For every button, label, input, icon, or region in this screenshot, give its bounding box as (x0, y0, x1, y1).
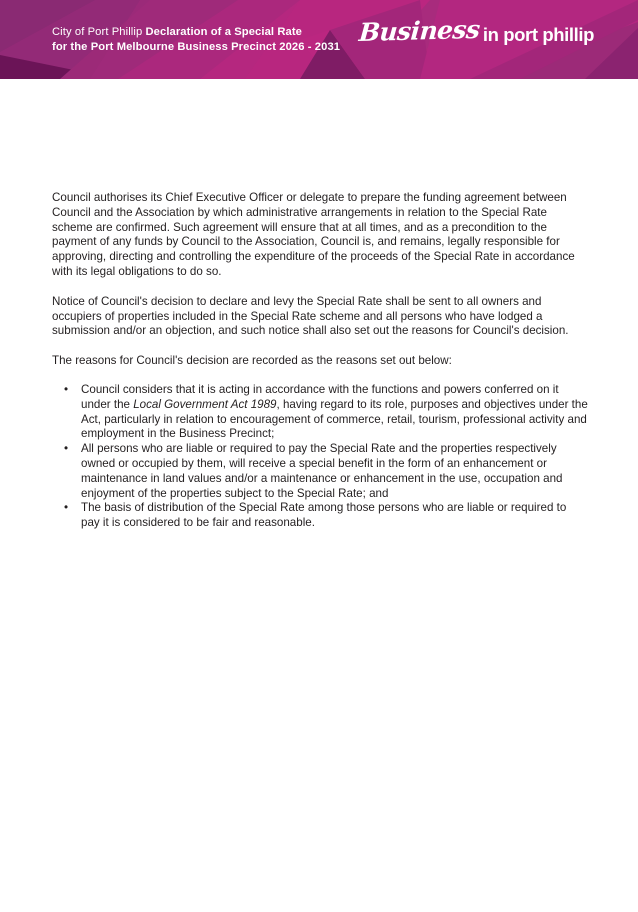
page-header-banner (0, 0, 638, 79)
act-citation: Local Government Act 1989 (133, 397, 277, 411)
document-title (52, 25, 340, 55)
list-item-text (81, 383, 588, 442)
document-title-prefix: City of Port Phillip (52, 26, 146, 38)
paragraph-reasons-intro: The reasons for Council's decision are recorded as the reasons set out below: (52, 354, 452, 368)
bullet-marker: • (64, 442, 69, 456)
list-item (52, 501, 588, 531)
document-title-main: Declaration of a Special Rate (145, 26, 302, 38)
paragraph-funding-agreement: Council authorises its Chief Executive Officer or delegate to prepare the funding agreement between Council and the Association by which administrative arrangements in relation to the Special Rate scheme are confirmed. Such agreement will ensure that at all times, and as a precondition to the payment of any funds by Council to the Association, Council is, and remains, legally responsible for approving, directing and controlling the expenditure of the proceeds of the Special Rate in accordance with its legal obligations to do so. (52, 191, 575, 278)
list-item-text: All persons who are liable or required to pay the Special Rate and the properties respectively owned or occupied by them, will receive a special benefit in the form of an enhancement or maintenance in land values and/or a maintenance or enhancement in the use, occupation and enjoyment of the properties subject to the Special Rate; and (81, 442, 563, 500)
bullet-marker: • (64, 382, 69, 396)
list-item-text: The basis of distribution of the Special Rate among those persons who are liable or required to pay it is considered to be fair and reasonable. (81, 501, 567, 530)
reasons-bullet-list (52, 383, 588, 531)
paragraph-notice-of-decision: Notice of Council's decision to declare and levy the Special Rate shall be sent to all owners and occupiers of properties included in the Special Rate scheme and all persons who have lodged a submission and/or an objection, and such notice shall also set out the reasons for Council's decision. (52, 294, 569, 338)
list-item (52, 442, 588, 501)
list-item (52, 383, 588, 442)
business-in-port-phillip-logo (357, 14, 594, 47)
list-item-text-post: , having regard to its role, purposes and objectives under the Act, particularly in relation to encouragement of commerce, retail, tourism, professional activity and employment in the Business Precinct; (81, 397, 588, 441)
list-item-text-pre: Council considers that it is acting in accordance with the functions and powers conferred on it under the (81, 382, 559, 411)
bullet-marker: • (64, 501, 69, 515)
logo-tagline: in port phillip (482, 24, 594, 45)
document-body (52, 191, 588, 531)
document-title-line-2: for the Port Melbourne Business Precinct 2026 - 2031 (52, 41, 341, 53)
logo-script-wordmark: Business (357, 14, 481, 47)
